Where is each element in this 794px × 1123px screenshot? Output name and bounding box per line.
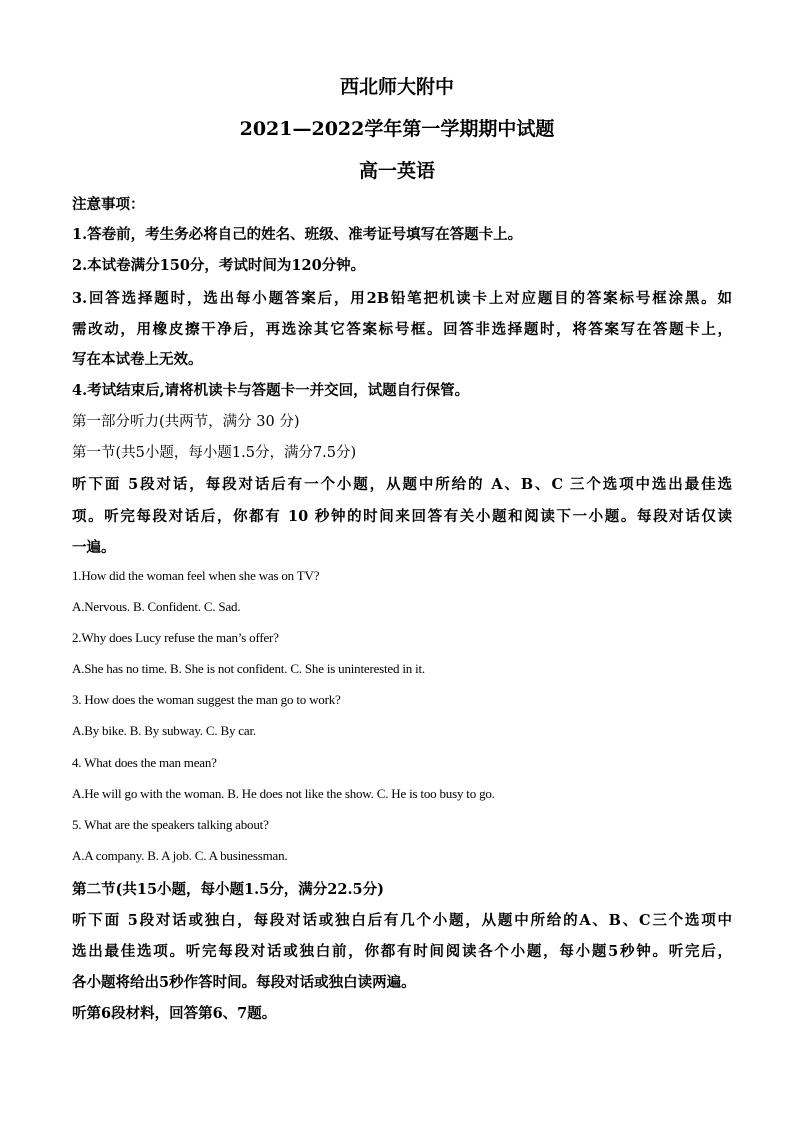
options-3: A.By bike. B. By subway. C. By car. bbox=[72, 723, 256, 738]
options-1: A.Nervous. B. Confident. C. Sad. bbox=[72, 599, 241, 614]
material-6-heading: 听第6段材料，回答第6、7题。 bbox=[72, 1005, 277, 1022]
note-1: 1.答卷前，考生务必将自己的姓名、班级、准考证号填写在答题卡上。 bbox=[72, 226, 523, 243]
note-4: 4.考试结束后,请将机读卡与答题卡一并交回，试题自行保管。 bbox=[72, 382, 470, 399]
school-name: 西北师大附中 bbox=[339, 76, 454, 98]
section1-instruction-line-1: 听下面 5段对话，每段对话后有一个小题，从题中所给的 A、B、C 三个选项中选出最佳选 bbox=[72, 476, 732, 493]
note-3-line-2: 需改动，用橡皮擦干净后，再选涂其它答案标号框。回答非选择题时，将答案写在答题卡上， bbox=[72, 321, 732, 338]
question-4: 4. What does the man mean? bbox=[72, 755, 217, 770]
part1-heading: 第一部分听力(共两节，满分 30 分) bbox=[72, 414, 300, 430]
section2-heading: 第二节(共15小题，每小题1.5分，满分22.5分) bbox=[72, 881, 384, 898]
section1-instruction-line-3: 一遍。 bbox=[72, 539, 116, 556]
subject-title: 高一英语 bbox=[358, 160, 435, 182]
exam-title: 2021—2022学年第一学期期中试题 bbox=[239, 118, 555, 140]
section2-instruction-line-2: 选出最佳选项。听完每段对话或独白前，你都有时间阅读各个小题，每小题5秒钟。听完后， bbox=[72, 943, 732, 960]
note-3-line-3: 写在本试卷上无效。 bbox=[72, 351, 203, 368]
options-5: A.A company. B. A job. C. A businessman. bbox=[72, 848, 288, 863]
options-2: A.She has no time. B. She is not confident. C. She is uninterested in it. bbox=[72, 661, 425, 676]
notes-heading: 注意事项： bbox=[72, 196, 145, 213]
question-1: 1.How did the woman feel when she was on TV? bbox=[72, 568, 320, 583]
note-2: 2.本试卷满分150分，考试时间为120分钟。 bbox=[72, 257, 366, 274]
question-3: 3. How does the woman suggest the man go to work? bbox=[72, 692, 341, 707]
section1-heading: 第一节(共5小题，每小题1.5分，满分7.5分) bbox=[72, 445, 357, 461]
section2-instruction-line-3: 各小题将给出5秒作答时间。每段对话或独白读两遍。 bbox=[72, 974, 416, 991]
section1-instruction-line-2: 项。听完每段对话后，你都有 10 秒钟的时间来回答有关小题和阅读下一小题。每段对话仅读 bbox=[72, 508, 732, 525]
options-4: A.He will go with the woman. B. He does not like the show. C. He is too busy to go. bbox=[72, 786, 495, 801]
question-2: 2.Why does Lucy refuse the man’s offer? bbox=[72, 630, 279, 645]
question-5: 5. What are the speakers talking about? bbox=[72, 817, 269, 832]
section2-instruction-line-1: 听下面 5段对话或独白，每段对话或独白后有几个小题，从题中所给的A、B、C三个选项中 bbox=[72, 912, 732, 929]
note-3-line-1: 3.回答选择题时，选出每小题答案后，用2B铅笔把机读卡上对应题目的答案标号框涂黑。如 bbox=[72, 290, 732, 307]
